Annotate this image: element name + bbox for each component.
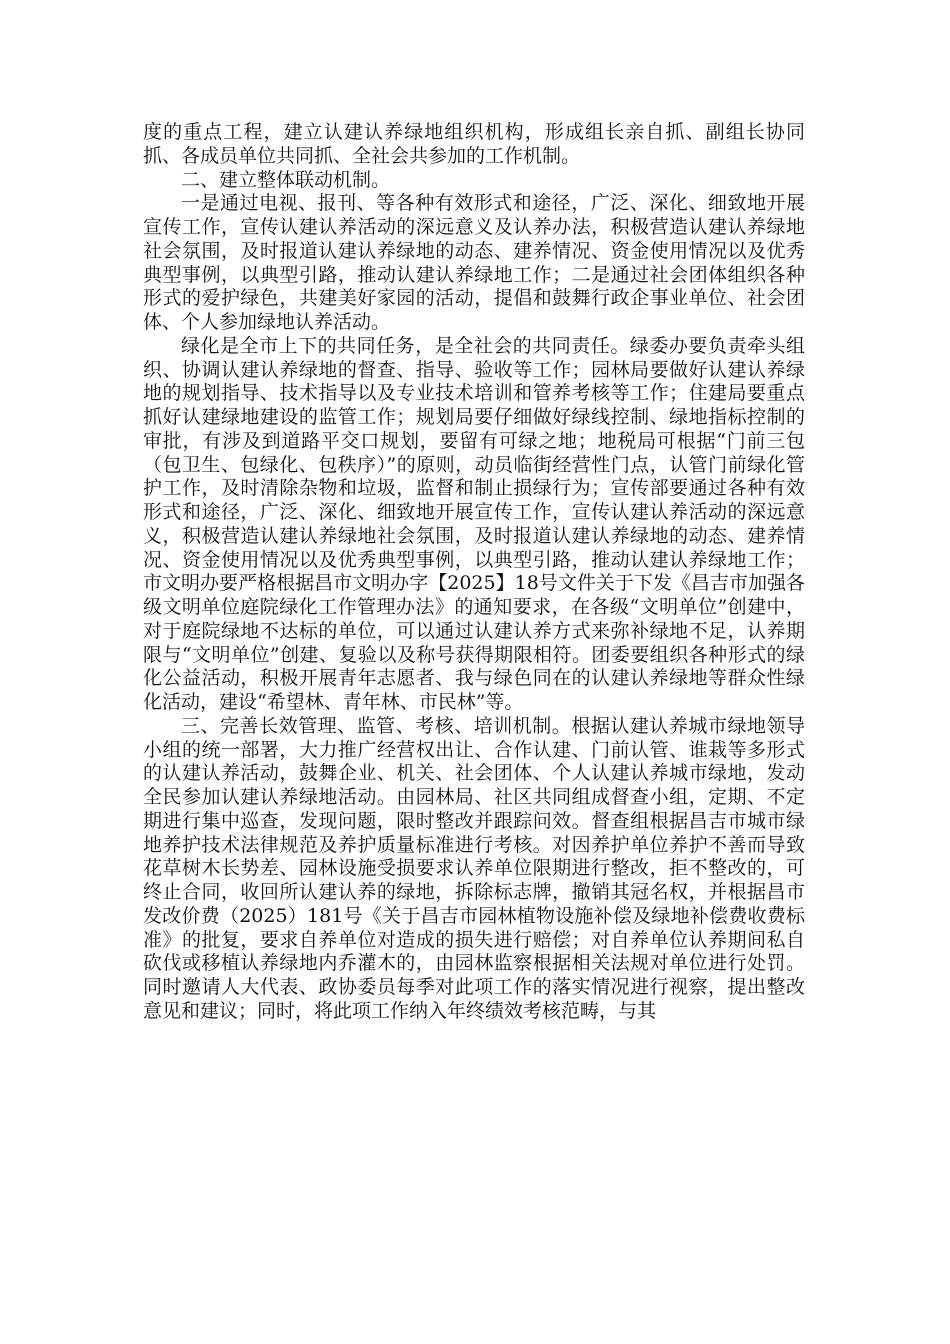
paragraph-3: 一是通过电视、报刊、等各种有效形式和途径，广泛、深化、细致地开展宣传工作，宣传认建认养活动的深远意义及认养办法，积极营造认建认养绿地社会氛围，及时报道认建认养绿地的动态、建养情况、资金使用情况以及优秀典型事例，以典型引路，推动认建认养绿地工作；二是通过社会团体组织各种形式的爱护绿色，共建美好家园的活动，提倡和鼓舞行政企事业单位、社会团体、个人参加绿地认养活动。 [143, 192, 805, 333]
paragraph-2-heading: 二、建立整体联动机制。 [181, 168, 391, 191]
paragraph-1: 度的重点工程，建立认建认养绿地组织机构，形成组长亲自抓、副组长协同抓、各成员单位共同抓、全社会共参加的工作机制。 [143, 121, 805, 167]
document-body [143, 121, 805, 1024]
paragraph-4: 绿化是全市上下的共同任务，是全社会的共同责任。绿委办要负责牵头组织、协调认建认养绿地的督查、指导、验收等工作；园林局要做好认建认养绿地的规划指导、技术指导以及专业技术培训和管养考核等工作；住建局要重点抓好认建绿地建设的监管工作；规划局要仔细做好绿线控制、绿地指标控制的审批，有涉及到道路平交口规划，要留有可绿之地；地税局可根据“门前三包（包卫生、包绿化、包秩序）”的原则，动员临街经营性门点，认管门前绿化管护工作，及时清除杂物和垃圾，监督和制止损绿行为；宣传部要通过各种有效形式和途径，广泛、深化、细致地开展宣传工作，宣传认建认养活动的深远意义，积极营造认建认养绿地社会氛围，及时报道认建认养绿地的动态、建养情况、资金使用情况以及优秀典型事例，以典型引路，推动认建认养绿地工作；市文明办要严格根据昌市文明办字【2025】18号文件关于下发《昌吉市加强各级文明单位庭院绿化工作管理办法》的通知要求，在各级“文明单位”创建中，对于庭院绿地不达标的单位，可以通过认建认养方式来弥补绿地不足，认养期限与“文明单位”创建、复验以及称号获得期限相符。团委要组织各种形式的绿化公益活动，积极开展青年志愿者、我与绿色同在的认建认养绿地等群众性绿化活动，建设“希望林、青年林、市民林”等。 [143, 334, 805, 713]
paragraph-5: 三、完善长效管理、监管、考核、培训机制。根据认建认养城市绿地领导小组的统一部署，大力推广经营权出让、合作认建、门前认管、谁栽等多形式的认建认养活动，鼓舞企业、机关、社会团体、个人认建认养城市绿地，发动全民参加认建认养绿地活动。由园林局、社区共同组成督查小组，定期、不定期进行集中巡查，发现问题，限时整改并跟踪问效。督查组根据昌吉市城市绿地养护技术法律规范及养护质量标准进行考核。对因养护单位养护不善而导致花草树木长势差、园林设施受损要求认养单位限期进行整改，拒不整改的，可终止合同，收回所认建认养的绿地，拆除标志牌，撤销其冠名权，并根据昌市发改价费（2025）181号《关于昌吉市园林植物设施补偿及绿地补偿费收费标准》的批复，要求自养单位对造成的损失进行赔偿；对自养单位认养期间私自砍伐或移植认养绿地内乔灌木的，由园林监察根据相关法规对单位进行处罚。同时邀请人大代表、政协委员每季对此项工作的落实情况进行视察，提出整改意见和建议；同时，将此项工作纳入年终绩效考核范畴，与其 [143, 714, 805, 1022]
